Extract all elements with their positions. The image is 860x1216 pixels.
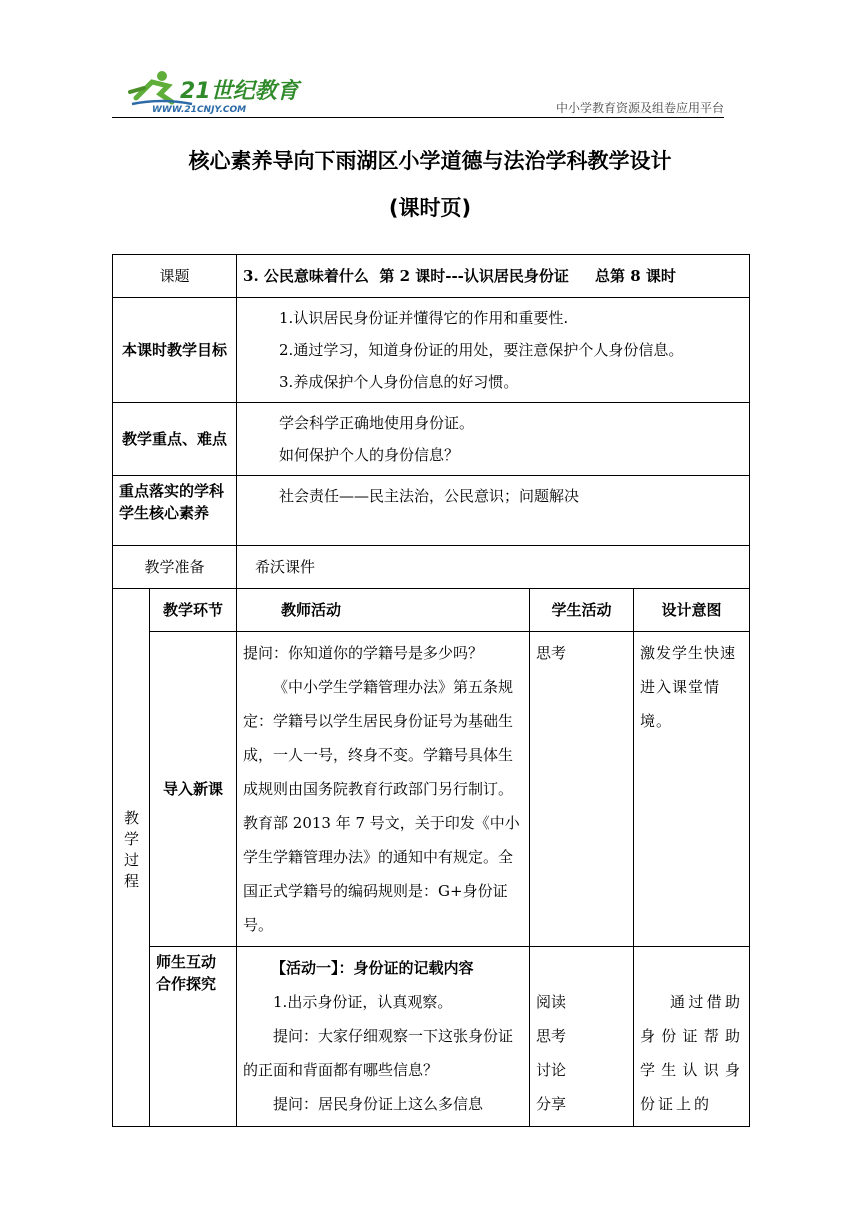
activity-intent: [634, 947, 750, 1127]
activity-student: [530, 947, 634, 1127]
intro-row: [113, 632, 750, 947]
activity-heading: 【活动一】：身份证的记载内容: [271, 959, 474, 977]
page-title: 核心素养导向下雨湖区小学道德与法治学科教学设计: [188, 149, 672, 173]
activity-row: [113, 947, 750, 1127]
col-header-stage: 教学环节: [150, 589, 237, 632]
prep-row: [113, 546, 750, 589]
col-header-teacher: 教师活动: [237, 589, 530, 632]
process-side-label: [113, 589, 150, 1127]
topic-value: 3. 公民意味着什么 第 2 课时---认识居民身份证 总第 8 课时: [237, 255, 750, 298]
prep-label: 教学准备: [113, 546, 237, 589]
logo-icon: [122, 68, 322, 114]
goal-item: 3.养成保护个人身份信息的好习惯。: [279, 373, 519, 391]
key-item: 如何保护个人的身份信息？: [279, 446, 460, 464]
topic-label: 课题: [113, 255, 237, 298]
activity-step: 提问：居民身份证上这么多信息: [273, 1095, 484, 1113]
process-side-text: 教学过程: [122, 809, 140, 894]
activity-step: 1.出示身份证，认真观察。: [273, 993, 453, 1011]
key-list: [237, 403, 750, 476]
activity-teacher: [237, 947, 530, 1127]
logo-text: 21世纪教育: [180, 79, 299, 104]
intro-teacher-text: 《中小学生学籍管理办法》第五条规定：学籍号以学生居民身份证号为基础生成，一人一号，终身不变。学籍号具体生成规则由国务院教育行政部门另行制订。 教育部 2013 年 7 号文，关于印发《中小学生学籍管理办法》的通知中有规定。全国正式学籍号的编码规则是：G+身份证号。: [243, 678, 520, 934]
intro-intent-text: 激发学生快速进入课堂情境。: [640, 644, 737, 730]
activity-intent-text: 通过借助身份证帮助学生认识身份证上的: [640, 993, 744, 1113]
intro-student: 思考: [530, 632, 634, 947]
core-label: 重点落实的学科学生核心素养: [113, 476, 237, 546]
logo-url: WWW.21CNJY.COM: [152, 105, 247, 114]
page-header: [112, 66, 724, 118]
activity-student-item: 阅读: [536, 993, 567, 1011]
page-subtitle: (课时页): [388, 196, 472, 220]
key-row: [113, 403, 750, 476]
topic-row: [113, 255, 750, 298]
intro-intent: [634, 632, 750, 947]
goal-item: 1.认识居民身份证并懂得它的作用和重要性.: [279, 309, 569, 327]
activity-student-item: 讨论: [536, 1061, 567, 1079]
key-label: 教学重点、难点: [113, 403, 237, 476]
intro-teacher-question: 提问：你知道你的学籍号是多少吗？: [243, 644, 484, 662]
prep-value: 希沃课件: [237, 546, 750, 589]
activity-stage: 师生互动合作探究: [150, 947, 237, 1127]
activity-step: 提问：大家仔细观察一下这张身份证的正面和背面都有哪些信息？: [243, 1027, 514, 1079]
core-value: 社会责任——民主法治，公民意识；问题解决: [279, 487, 580, 505]
activity-student-item: 思考: [536, 1027, 567, 1045]
goal-item: 2.通过学习，知道身份证的用处，要注意保护个人身份信息。: [279, 341, 684, 359]
core-cell: [237, 476, 750, 546]
col-header-intent: 设计意图: [634, 589, 750, 632]
key-item: 学会科学正确地使用身份证。: [279, 414, 475, 432]
platform-label: 中小学教育资源及组卷应用平台: [555, 101, 724, 115]
intro-stage: 导入新课: [150, 632, 237, 947]
header-divider: [112, 117, 724, 118]
goals-label: 本课时教学目标: [113, 298, 237, 403]
lesson-table: [112, 254, 750, 1127]
goals-list: [237, 298, 750, 403]
core-row: [113, 476, 750, 546]
intro-teacher: [237, 632, 530, 947]
col-header-student: 学生活动: [530, 589, 634, 632]
goals-row: [113, 298, 750, 403]
process-header-row: [113, 589, 750, 632]
activity-student-item: 分享: [536, 1095, 567, 1113]
